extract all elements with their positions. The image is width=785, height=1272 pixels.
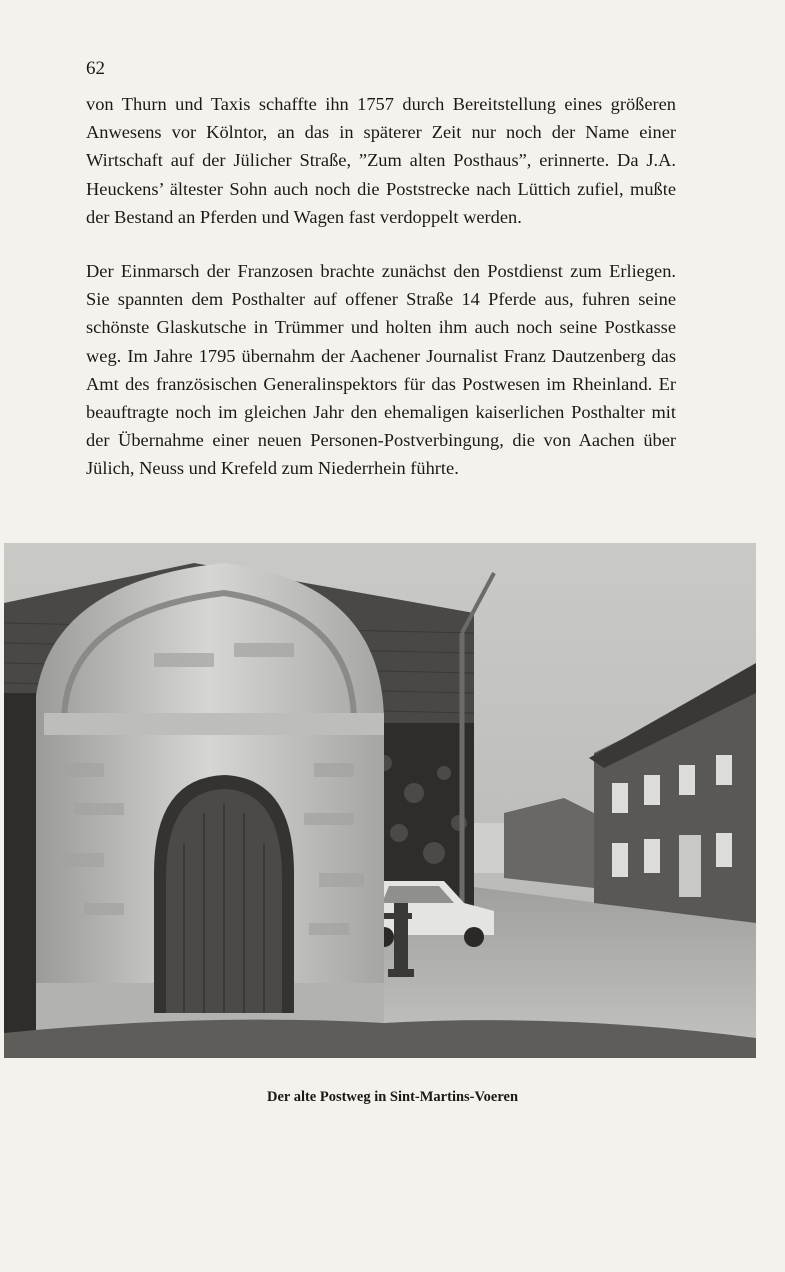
photo-old-postweg: [4, 543, 756, 1058]
photo-caption: Der alte Postweg in Sint-Martins-Voeren: [266, 1089, 519, 1105]
stone-portal: [4, 563, 384, 1058]
house-distant: [504, 798, 594, 888]
paragraph-2: Der Einmarsch der Franzosen brachte zunächst den Postdienst zum Erliegen. Sie spannten dem Posthalter auf offener Straße 14 Pferde aus, fuhren seine schönste Glaskutsche in Trümmer und holten ihm auch noch seine Postkasse weg. Im Jahre 1795 übernahm der Aachener Journalist Franz Dautzenberg das Amt des französischen Generalinspektors für das Postwesen im Rheinland. Er beauftragte noch im gleichen Jahr den ehemaligen kaiserlichen Posthalter mit der Übernahme einer neuen Personen-Postverbingung, die von Aachen über Jülich, Neuss und Krefeld zum Niederrhein führte.: [86, 261, 676, 479]
photo-illustration: [4, 543, 756, 1058]
paragraph-1: von Thurn und Taxis schaffte ihn 1757 durch Bereitstellung eines größeren Anwesens vor Kölntor, an das in späterer Zeit nur noch der Name einer Wirtschaft auf der Jülicher Straße, ”Zum alten Posthaus”, erinnerte. Da J.A. Heuckens’ ältester Sohn auch noch die Poststrecke nach Lüttich zufiel, mußte der Bestand an Pferden und Wagen fast verdoppelt werden.: [86, 94, 676, 227]
house-distant-white: [474, 823, 504, 873]
page-number: 62: [86, 58, 105, 79]
